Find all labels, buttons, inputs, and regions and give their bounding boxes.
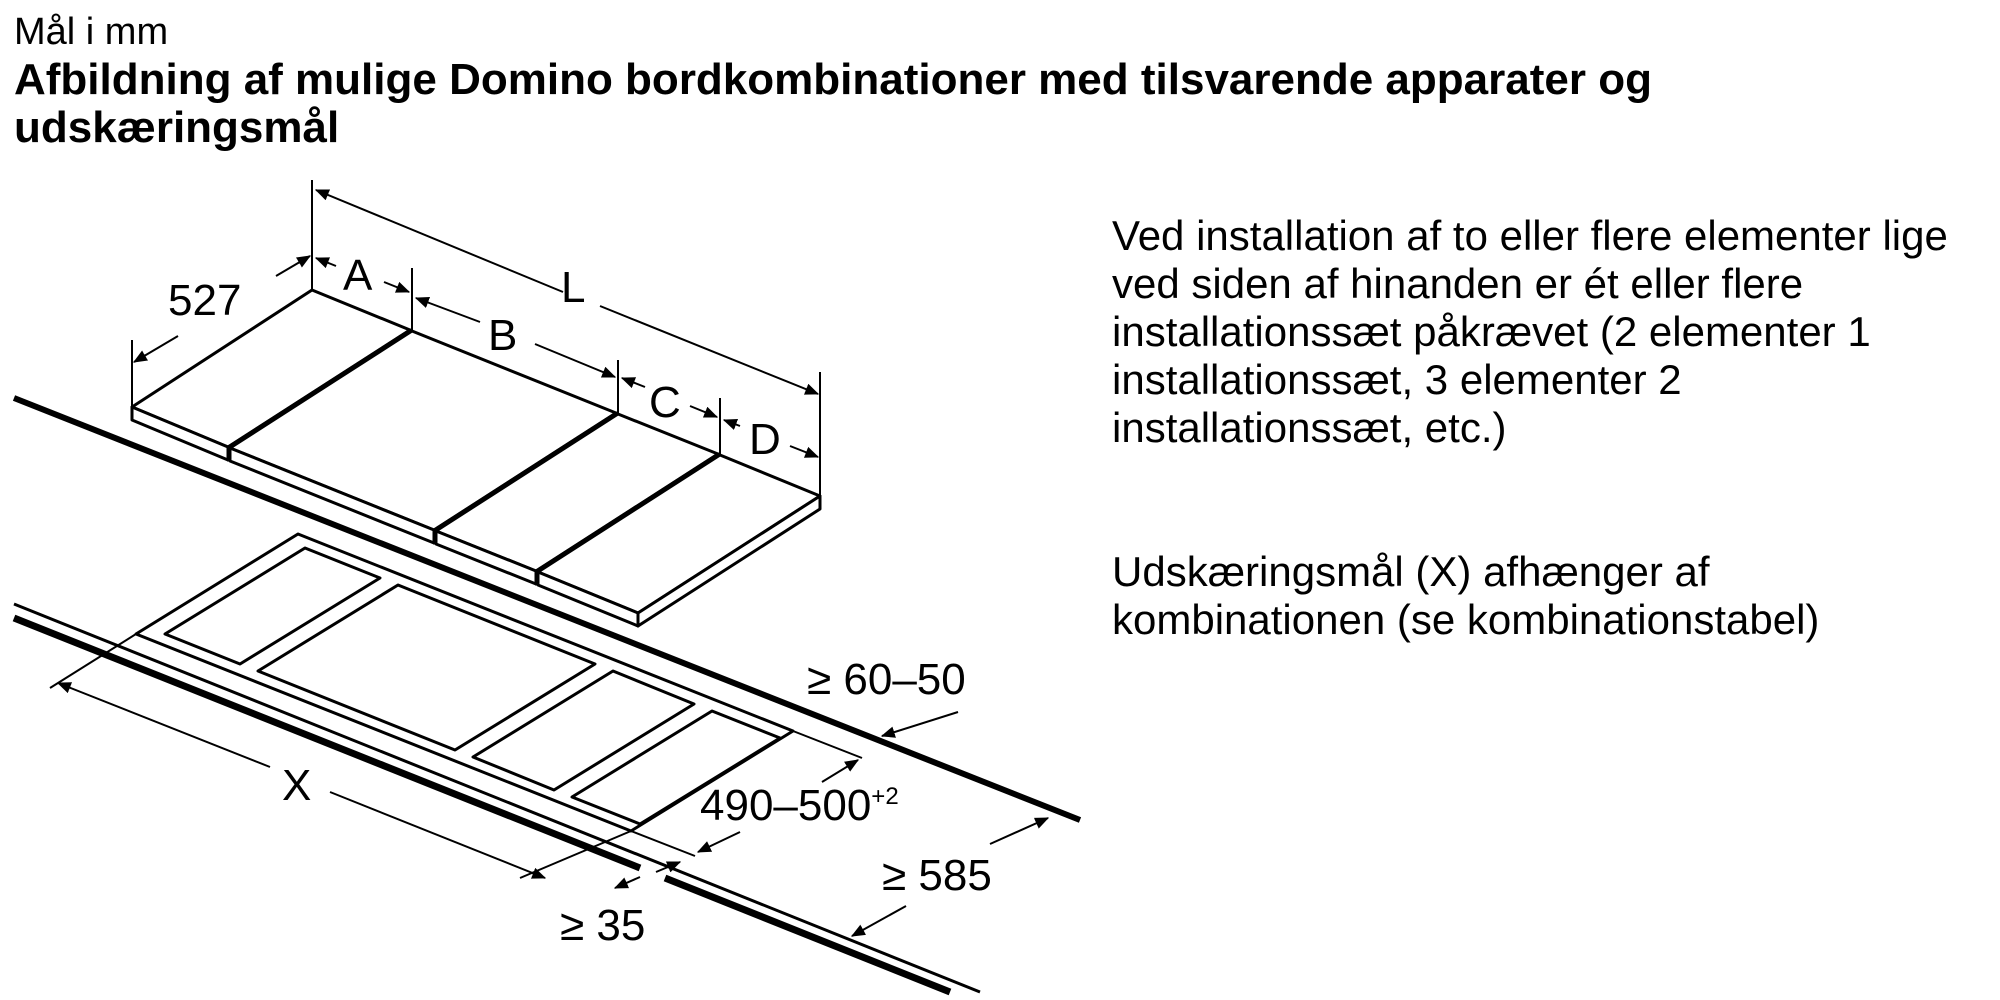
dim-label-b: B — [488, 311, 518, 360]
dim-label-depth: 527 — [168, 276, 242, 325]
dim-label-front-edge: ≥ 35 — [560, 901, 646, 950]
installation-kit-note: Ved installation af to eller flere elementer lige ved siden af hinanden er ét eller flere installationssæt påkrævet (2 elementer 1 installationssæt, 3 elementer 2 installationssæt, etc.) — [1112, 212, 1948, 451]
unit-note: Mål i mm — [14, 11, 169, 53]
dim-label-d: D — [749, 415, 781, 464]
hob-modules — [132, 290, 820, 626]
dim-label-counter-depth: ≥ 585 — [882, 851, 992, 900]
dim-label-x: X — [282, 761, 312, 810]
dim-label-l: L — [561, 263, 586, 312]
page-title: Afbildning af mulige Domino bordkombinationer med tilsvarende apparater og udskæringsmål — [14, 55, 1652, 152]
dim-label-c: C — [649, 378, 681, 427]
dim-label-cutout-depth: $490-500^{+2}$ — [700, 781, 899, 830]
dim-label-wall-gap: ≥ 60–50 — [807, 655, 966, 704]
installation-notes — [1112, 212, 1992, 740]
cutout-note: Udskæringsmål (X) afhænger af kombinationen (se kombinationstabel) — [1112, 548, 1820, 643]
dim-label-a: A — [343, 251, 373, 300]
